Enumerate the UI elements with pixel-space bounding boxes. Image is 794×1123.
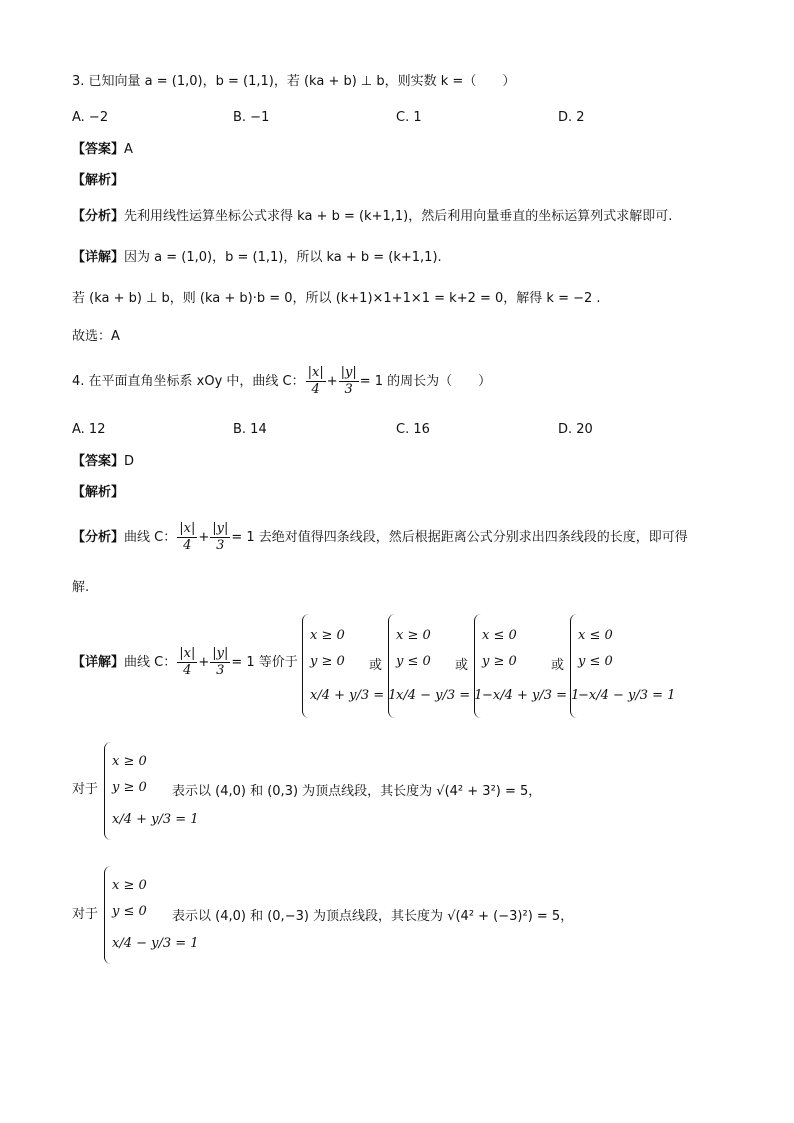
fraction-y-over-3 (339, 365, 359, 398)
fenxi-tag: 【分析】 (72, 530, 125, 545)
fenxi-pre: 曲线 C： (124, 530, 177, 545)
xiangjie-equiv: = 1 等价于 (231, 655, 298, 670)
brace-left (474, 614, 481, 718)
brace-left (570, 614, 577, 718)
xiangjie-tag: 【详解】 (72, 655, 125, 670)
q3-stem: 3. 已知向量 a = (1,0)，b = (1,1)，若 (ka + b) ⊥ b，则实数 k =（ ） (72, 74, 516, 89)
q4-stem-pre: 4. 在平面直角坐标系 xOy 中，曲线 C： (72, 374, 305, 389)
q3-option-d: D. 2 (558, 110, 585, 125)
q3-option-c: C. 1 (396, 110, 422, 125)
fenxi-tag: 【分析】 (72, 209, 125, 224)
q3-answer-line (72, 140, 133, 160)
q4-answer-line (72, 452, 134, 472)
frac-num: |y| (340, 365, 357, 380)
frac-num: |x| (179, 646, 196, 661)
frac-num: |x| (307, 365, 324, 380)
frac-den: 4 (311, 382, 320, 397)
answer-tag: 【答案】 (72, 454, 125, 469)
q3-option-b: B. −1 (233, 110, 270, 125)
or-word: 或 (551, 658, 565, 673)
system-2-line-2: y ≤ 0 (396, 654, 431, 669)
dui-yu-2: 对于 (72, 907, 99, 922)
brace-left (104, 866, 111, 964)
q3-conclusion: 故选：A (72, 329, 120, 344)
frac-den: 3 (344, 382, 353, 397)
frac-den: 3 (216, 538, 225, 553)
q4-xiangjie-line: 【详解】曲线 C： $\frac{|x|}{4}$ + $\frac{|y|}{3}$ = 1 等价于 (72, 646, 298, 678)
system-4-line-2: y ≤ 0 (578, 654, 613, 669)
q4-stem-post: = 1 的周长为（ ） (359, 374, 492, 389)
seg2-cond-3: x/4 − y/3 = 1 (112, 936, 199, 951)
frac-num: |y| (212, 646, 229, 661)
xiangjie-tag: 【详解】 (72, 250, 125, 265)
q4-stem: 4. 在平面直角坐标系 xOy 中，曲线 C： $\frac{|x|}{4}$ + $\frac{|y|}{3}$ = 1 的周长为（ ） (72, 365, 492, 397)
seg1-cond-1: x ≥ 0 (112, 754, 147, 769)
system-4-line-1: x ≤ 0 (578, 628, 613, 643)
brace-left (388, 614, 395, 718)
frac-den: 4 (183, 663, 192, 678)
q4-option-c: C. 16 (396, 422, 430, 437)
or-word: 或 (369, 658, 383, 673)
xiangjie-text-1: 因为 a = (1,0)，b = (1,1)，所以 ka + b = (k+1,1). (124, 250, 442, 265)
system-3-line-2: y ≥ 0 (482, 654, 517, 669)
q3-analysis-tag: 【解析】 (72, 173, 125, 188)
frac-num: |x| (179, 521, 196, 536)
q4-option-a: A. 12 (72, 422, 106, 437)
seg1-description: 表示以 (4,0) 和 (0,3) 为顶点线段，其长度为 √(4² + 3²) = 5， (172, 784, 542, 799)
fraction-x-over-4 (177, 646, 197, 679)
frac-den: 3 (216, 663, 225, 678)
brace-left (302, 614, 309, 718)
system-1-line-3: x/4 + y/3 = 1 (310, 688, 397, 703)
fenxi-post: = 1 去绝对值得四条线段，然后根据距离公式分别求出四条线段的长度，即可得 (231, 530, 688, 545)
fraction-x-over-4 (306, 365, 326, 398)
q4-fenxi-cont: 解. (72, 580, 90, 595)
answer-value: D (124, 454, 135, 469)
system-3-line-3: −x/4 + y/3 = 1 (482, 688, 580, 703)
q4-fenxi-line: 【分析】曲线 C： $\frac{|x|}{4}$ + $\frac{|y|}{3}$ = 1 去绝对值得四条线段，然后根据距离公式分别求出四条线段的长度，即可得 (72, 521, 688, 553)
system-1-line-2: y ≥ 0 (310, 654, 345, 669)
fraction-y-over-3 (210, 521, 230, 554)
frac-den: 4 (183, 538, 192, 553)
dui-yu-1: 对于 (72, 782, 99, 797)
seg1-cond-2: y ≥ 0 (112, 780, 147, 795)
answer-value: A (124, 142, 133, 157)
system-3-line-1: x ≤ 0 (482, 628, 517, 643)
seg2-description: 表示以 (4,0) 和 (0,−3) 为顶点线段，其长度为 √(4² + (−3)²) = 5， (172, 909, 574, 924)
q3-xiangjie-line-2: 若 (ka + b) ⊥ b，则 (ka + b)·b = 0，所以 (k+1)×1+1×1 = k+2 = 0，解得 k = −2 . (72, 291, 601, 306)
system-4-line-3: −x/4 − y/3 = 1 (578, 688, 676, 703)
fraction-x-over-4 (177, 521, 197, 554)
q4-option-d: D. 20 (558, 422, 593, 437)
q4-option-b: B. 14 (233, 422, 267, 437)
answer-tag: 【答案】 (72, 142, 125, 157)
seg2-cond-1: x ≥ 0 (112, 878, 147, 893)
q3-fenxi-line (72, 207, 672, 227)
or-word: 或 (455, 658, 469, 673)
q4-analysis-tag: 【解析】 (72, 485, 125, 500)
brace-left (104, 742, 111, 840)
xiangjie-pre: 曲线 C： (124, 655, 177, 670)
fraction-y-over-3 (210, 646, 230, 679)
system-2-line-3: x/4 − y/3 = 1 (396, 688, 483, 703)
q3-option-a: A. −2 (72, 110, 109, 125)
frac-num: |y| (212, 521, 229, 536)
system-1-line-1: x ≥ 0 (310, 628, 345, 643)
fenxi-text: 先利用线性运算坐标公式求得 ka + b = (k+1,1)，然后利用向量垂直的坐标运算列式求解即可. (124, 209, 673, 224)
q3-xiangjie-line (72, 248, 442, 268)
seg2-cond-2: y ≤ 0 (112, 904, 147, 919)
system-2-line-1: x ≥ 0 (396, 628, 431, 643)
seg1-cond-3: x/4 + y/3 = 1 (112, 812, 199, 827)
